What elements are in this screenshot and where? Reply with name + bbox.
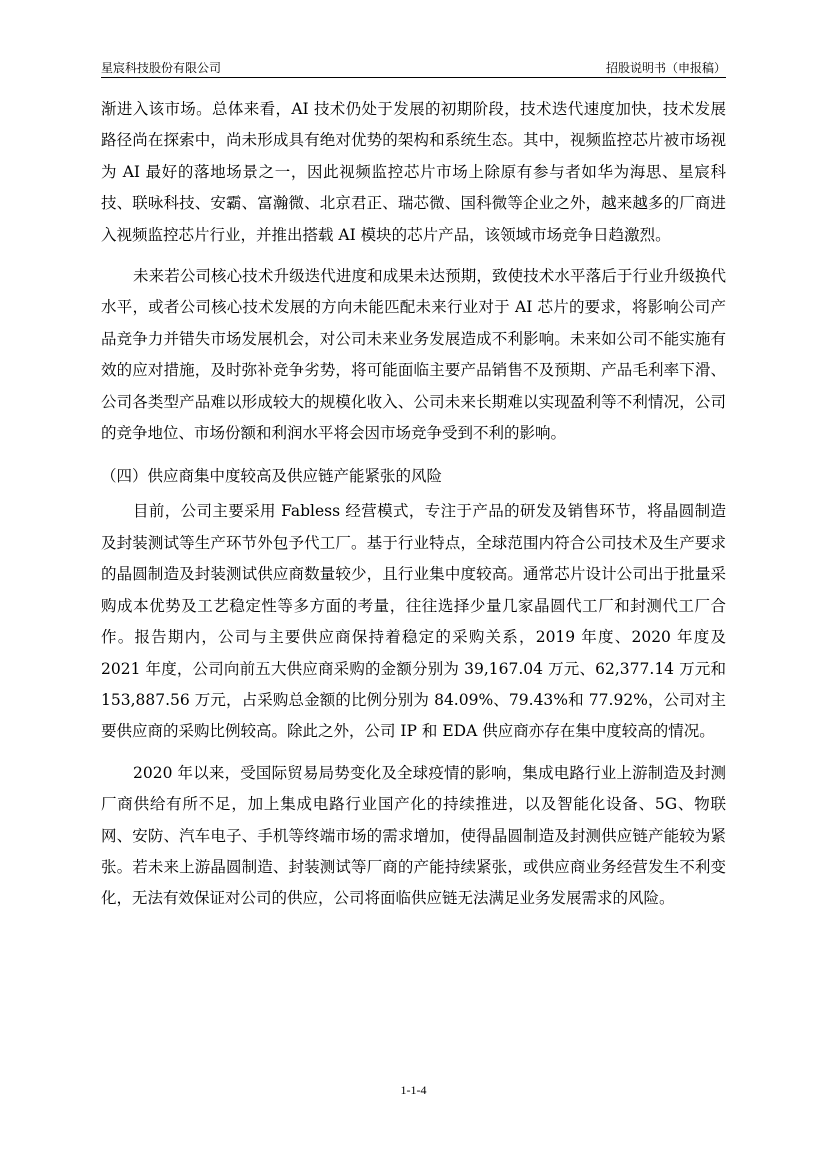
document-body bbox=[101, 94, 726, 915]
paragraph-continued: 渐进入该市场。总体来看，AI 技术仍处于发展的初期阶段，技术迭代速度加快，技术发展路径尚在探索中，尚未形成具有绝对优势的架构和系统生态。其中，视频监控芯片被市场视为 AI 最好的落地场景之一，因此视频监控芯片市场上除原有参与者如华为海思、星宸科技、联咏科技、安霸、富瀚微、北京君正、瑞芯微、国科微等企业之外，越来越多的厂商进入视频监控芯片行业，并推出搭载 AI 模块的芯片产品，该领域市场竞争日趋激烈。 bbox=[101, 100, 726, 244]
paragraph: 目前，公司主要采用 Fabless 经营模式，专注于产品的研发及销售环节，将晶圆制造及封装测试等生产环节外包予代工厂。基于行业特点，全球范围内符合公司技术及生产要求的晶圆制造及封装测试供应商数量较少，且行业集中度较高。通常芯片设计公司出于批量采购成本优势及工艺稳定性等多方面的考量，往往选择少量几家晶圆代工厂和封测代工厂合作。报告期内，公司与主要供应商保持着稳定的采购关系，2019 年度、2020 年度及 2021 年度，公司向前五大供应商采购的金额分别为 39,167.04 万元、62,377.14 万元和 153,887.56 万元，占采购总金额的比例分别为 84.09%、79.43%和 77.92%，公司对主要供应商的采购比例较高。除此之外，公司 IP 和 EDA 供应商亦存在集中度较高的情况。 bbox=[101, 502, 726, 741]
page-header bbox=[101, 57, 726, 79]
paragraph: 2020 年以来，受国际贸易局势变化及全球疫情的影响，集成电路行业上游制造及封测厂商供给有所不足，加上集成电路行业国产化的持续推进，以及智能化设备、5G、物联网、安防、汽车电子、手机等终端市场的需求增加，使得晶圆制造及封测供应链产能较为紧张。若未来上游晶圆制造、封装测试等厂商的产能持续紧张，或供应商业务经营发生不利变化，无法有效保证对公司的供应，公司将面临供应链无法满足业务发展需求的风险。 bbox=[101, 763, 726, 908]
header-company-name: 星宸科技股份有限公司 bbox=[101, 61, 222, 75]
page-number: 1-1-4 bbox=[400, 1083, 427, 1097]
header-document-title: 招股说明书（申报稿） bbox=[605, 61, 726, 75]
paragraph: 未来若公司核心技术升级迭代进度和成果未达预期，致使技术水平落后于行业升级换代水平，或者公司核心技术发展的方向未能匹配未来行业对于 AI 芯片的要求，将影响公司产品竞争力并错失市场发展机会，对公司未来业务发展造成不利影响。未来如公司不能实施有效的应对措施，及时弥补竞争劣势，将可能面临主要产品销售不及预期、产品毛利率下滑、公司各类型产品难以形成较大的规模化收入、公司未来长期难以实现盈利等不利情况，公司的竞争地位、市场份额和利润水平将会因市场竞争受到不利的影响。 bbox=[101, 267, 726, 443]
section-heading: （四）供应商集中度较高及供应链产能紧张的风险 bbox=[101, 467, 443, 486]
header-divider bbox=[101, 77, 726, 78]
